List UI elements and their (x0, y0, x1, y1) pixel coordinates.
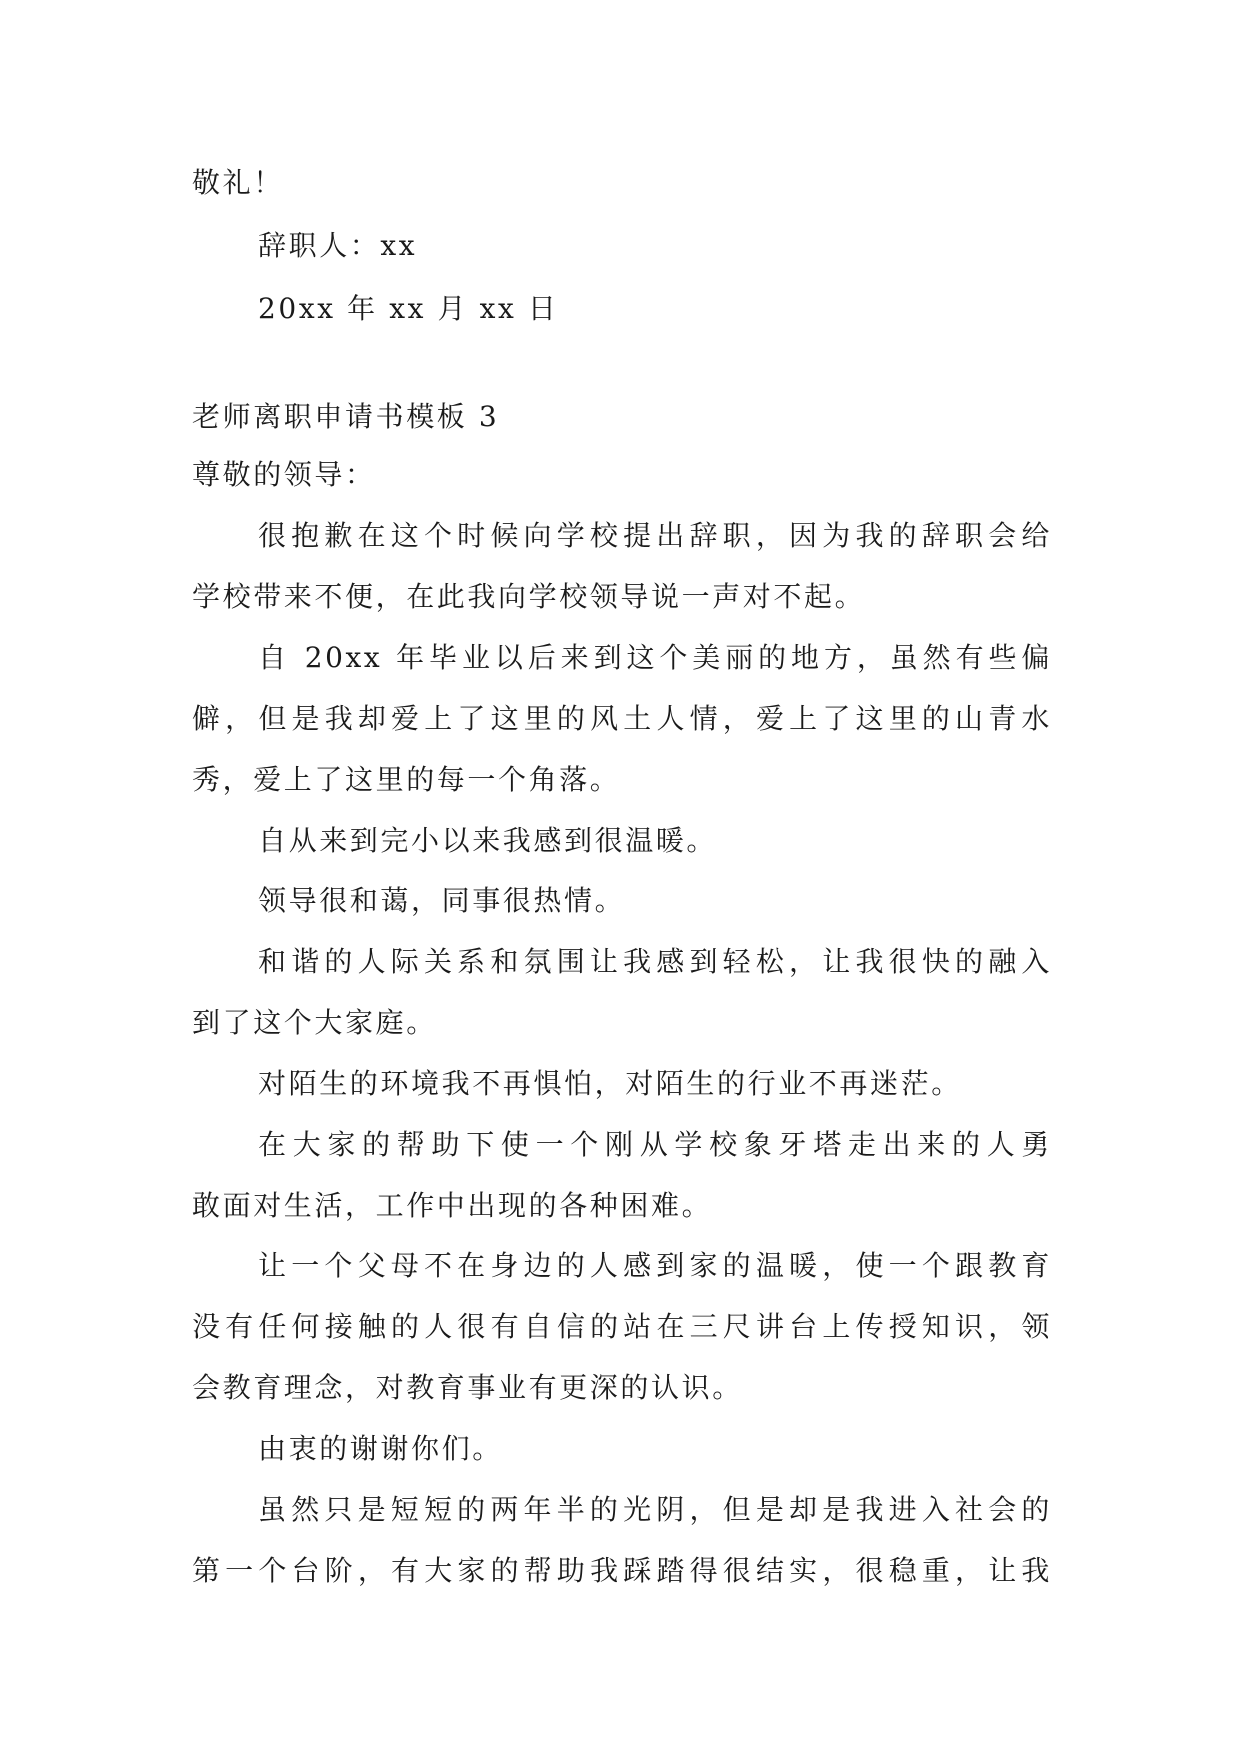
date-line: 20xx 年 xx 月 xx 日 (258, 292, 559, 325)
paragraph-line: 由衷的谢谢你们。 (258, 1432, 503, 1465)
paragraph-line: 秀，爱上了这里的每一个角落。 (192, 763, 621, 796)
closing-salute: 敬礼！ (192, 166, 284, 199)
paragraph-line: 在大家的帮助下使一个刚从学校象牙塔走出来的人勇 (258, 1128, 1052, 1161)
salutation: 尊敬的领导： (192, 458, 376, 491)
paragraph-line: 让一个父母不在身边的人感到家的温暖，使一个跟教育 (258, 1249, 1052, 1282)
paragraph-line: 自从来到完小以来我感到很温暖。 (258, 824, 718, 857)
paragraph-line: 敢面对生活，工作中出现的各种困难。 (192, 1189, 713, 1222)
paragraph-line: 很抱歉在这个时候向学校提出辞职，因为我的辞职会给 (258, 519, 1052, 552)
paragraph-line: 学校带来不便，在此我向学校领导说一声对不起。 (192, 580, 866, 613)
paragraph-line: 没有任何接触的人很有自信的站在三尺讲台上传授知识，领 (192, 1310, 1052, 1343)
paragraph-line: 第一个台阶，有大家的帮助我踩踏得很结实，很稳重，让我 (192, 1554, 1052, 1587)
paragraph-line: 到了这个大家庭。 (192, 1006, 437, 1039)
section-title: 老师离职申请书模板 3 (192, 400, 500, 433)
paragraph-line: 领导很和蔼，同事很热情。 (258, 884, 626, 917)
signature-line: 辞职人：xx (258, 229, 418, 262)
paragraph-line: 对陌生的环境我不再惧怕，对陌生的行业不再迷茫。 (258, 1067, 962, 1100)
paragraph-line: 僻，但是我却爱上了这里的风土人情，爱上了这里的山青水 (192, 702, 1052, 735)
paragraph-line: 自 20xx 年毕业以后来到这个美丽的地方，虽然有些偏 (258, 641, 1052, 674)
paragraph-line: 会教育理念，对教育事业有更深的认识。 (192, 1371, 743, 1404)
paragraph-line: 虽然只是短短的两年半的光阴，但是却是我进入社会的 (258, 1493, 1052, 1526)
paragraph-line: 和谐的人际关系和氛围让我感到轻松，让我很快的融入 (258, 945, 1052, 978)
